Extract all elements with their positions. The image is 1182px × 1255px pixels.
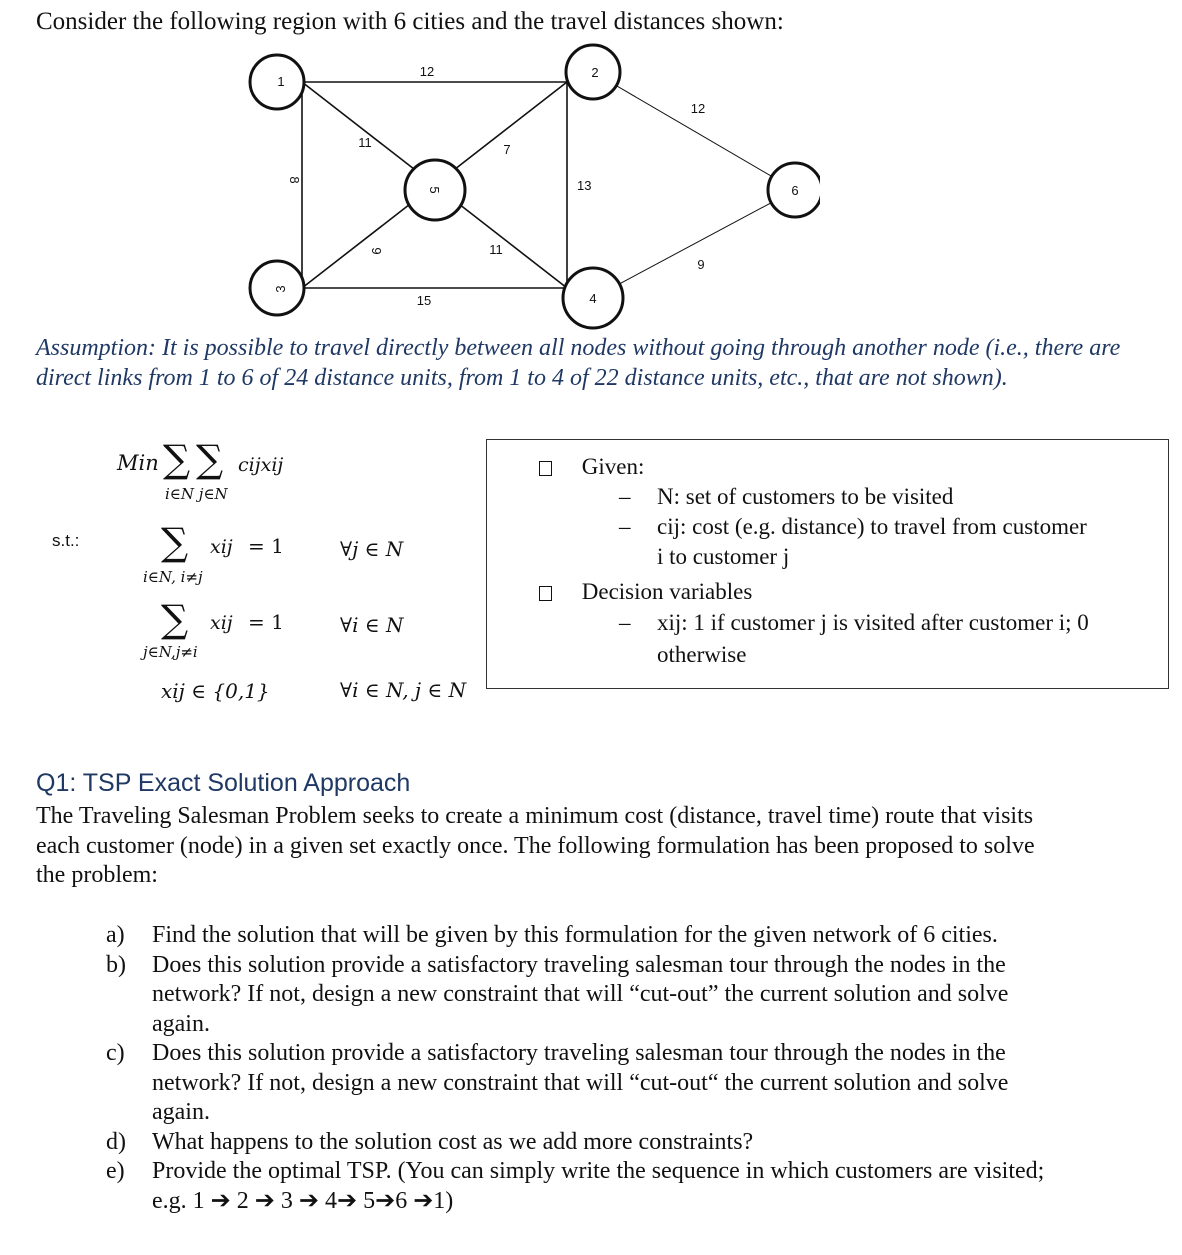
- dash-n: –: [619, 484, 631, 509]
- node-3: [250, 261, 304, 315]
- distance-label-2-6: 12: [690, 101, 706, 116]
- question-b: [106, 951, 1066, 1040]
- question-d: [106, 1128, 1066, 1158]
- svg-text:5: 5: [427, 186, 442, 194]
- constraint1-subscript: i∈N, i≠j: [143, 568, 203, 586]
- given-row: [539, 454, 644, 480]
- constraint1-forall: ∀j ∈ N: [340, 537, 404, 561]
- constraint3-binary: xij ∈ {0,1}: [161, 679, 270, 703]
- question-b-text: Does this solution provide a satisfactory traveling salesman tour through the nodes in the network? If not, design a new constraint that will “cut-out” the current solution and solve again.: [152, 951, 1009, 1037]
- edge-4-6: [593, 190, 795, 298]
- x-definition-line2: otherwise: [657, 642, 747, 667]
- question-c-label: c): [106, 1040, 125, 1066]
- distance-label-2-4: 13: [577, 178, 592, 193]
- dash-x: –: [619, 610, 631, 635]
- node-2: [566, 45, 620, 99]
- decision-row: [539, 579, 752, 605]
- node-4: [563, 268, 623, 328]
- question-e: [106, 1157, 1066, 1216]
- distance-label-1-3: 8: [287, 176, 302, 184]
- question-e-text: Provide the optimal TSP. (You can simply write the sequence in which customers are visited; e.g. 1 ➔ 2 ➔ 3 ➔ 4➔ 5➔6 ➔1): [152, 1158, 1045, 1214]
- svg-text:6: 6: [791, 183, 799, 198]
- question-c: [106, 1039, 1066, 1128]
- node-5: [405, 160, 465, 220]
- distance-label-3-5: 9: [369, 247, 384, 255]
- distance-label-1-2: 12: [419, 64, 435, 79]
- question-a: [106, 921, 1066, 951]
- given-label: Given:: [581, 454, 645, 479]
- decision-bullet-icon: [539, 586, 552, 601]
- objective-subscript: i∈N j∈N: [165, 485, 228, 503]
- svg-text:4: 4: [589, 291, 597, 306]
- q1-paragraph: The Traveling Salesman Problem seeks to create a minimum cost (distance, travel time) route that visits each customer (node) in a given set exactly once. The following formulation has been proposed to solve the problem:: [36, 803, 1035, 888]
- svg-text:1: 1: [277, 74, 285, 89]
- given-bullet-icon: [539, 461, 552, 476]
- dash-c: –: [619, 514, 631, 539]
- c-definition-line2: i to customer j: [657, 544, 790, 569]
- constraint1-rhs: = 1: [248, 534, 284, 558]
- c-definition-line1: cij: cost (e.g. distance) to travel from customer: [657, 514, 1087, 539]
- given-box: [486, 439, 1169, 689]
- question-b-label: b): [106, 951, 126, 978]
- distance-label-2-3: 7: [503, 142, 511, 157]
- objective-sum-symbol-2: ∑: [196, 437, 224, 481]
- constraint2-rhs: = 1: [248, 610, 284, 634]
- distance-label-1-4: 11: [358, 135, 372, 150]
- st-label: s.t.:: [52, 531, 80, 550]
- constraint2-sum-symbol: ∑: [161, 597, 189, 641]
- question-d-label: d): [106, 1128, 126, 1155]
- question-d-text: What happens to the solution cost as we add more constraints?: [152, 1128, 754, 1155]
- distance-label-3-4: 15: [416, 293, 432, 308]
- question-a-label: a): [106, 922, 125, 948]
- network-diagram: [240, 40, 820, 340]
- node-6: [768, 163, 820, 217]
- question-c-text: Does this solution provide a satisfactory traveling salesman tour through the nodes in the network? If not, design a new constraint that will “cut-out“ the current solution and solve again.: [152, 1040, 1009, 1125]
- constraint1-lhs: xij: [210, 536, 233, 558]
- constraint2-subscript: j∈N,j≠i: [143, 643, 198, 661]
- svg-text:3: 3: [273, 285, 288, 293]
- distance-label-4-5: 11: [489, 242, 503, 257]
- distance-label-4-6: 6: [697, 257, 705, 272]
- q1-heading: Q1: TSP Exact Solution Approach: [36, 769, 411, 797]
- svg-text:2: 2: [591, 65, 599, 80]
- n-definition: N: set of customers to be visited: [657, 484, 954, 509]
- objective-term: cijxij: [238, 454, 284, 476]
- assumption-text: Assumption: It is possible to travel directly between all nodes without going through another node (i.e., there are direct links from 1 to 6 of 24 distance units, from 1 to 4 of 22 distance units, etc., that are not shown).: [36, 335, 1121, 391]
- constraint2-lhs: xij: [210, 612, 233, 634]
- intro-text: Consider the following region with 6 cities and the travel distances shown:: [36, 8, 784, 35]
- objective-min-label: Min: [117, 451, 159, 475]
- question-e-label: e): [106, 1158, 125, 1184]
- objective-sum-symbol-1: ∑: [163, 437, 191, 481]
- constraint2-forall: ∀i ∈ N: [340, 613, 404, 637]
- decision-variables-label: Decision variables: [581, 579, 753, 604]
- node-1: [250, 55, 304, 109]
- constraint1-sum-symbol: ∑: [161, 520, 189, 564]
- constraint3-forall: ∀i ∈ N, j ∈ N: [340, 678, 467, 702]
- question-list: [106, 921, 1066, 1216]
- edge-2-6: [593, 72, 795, 190]
- x-definition-line1: xij: 1 if customer j is visited after customer i; 0: [657, 610, 1089, 635]
- question-a-text: Find the solution that will be given by this formulation for the given network of 6 cities.: [152, 922, 998, 948]
